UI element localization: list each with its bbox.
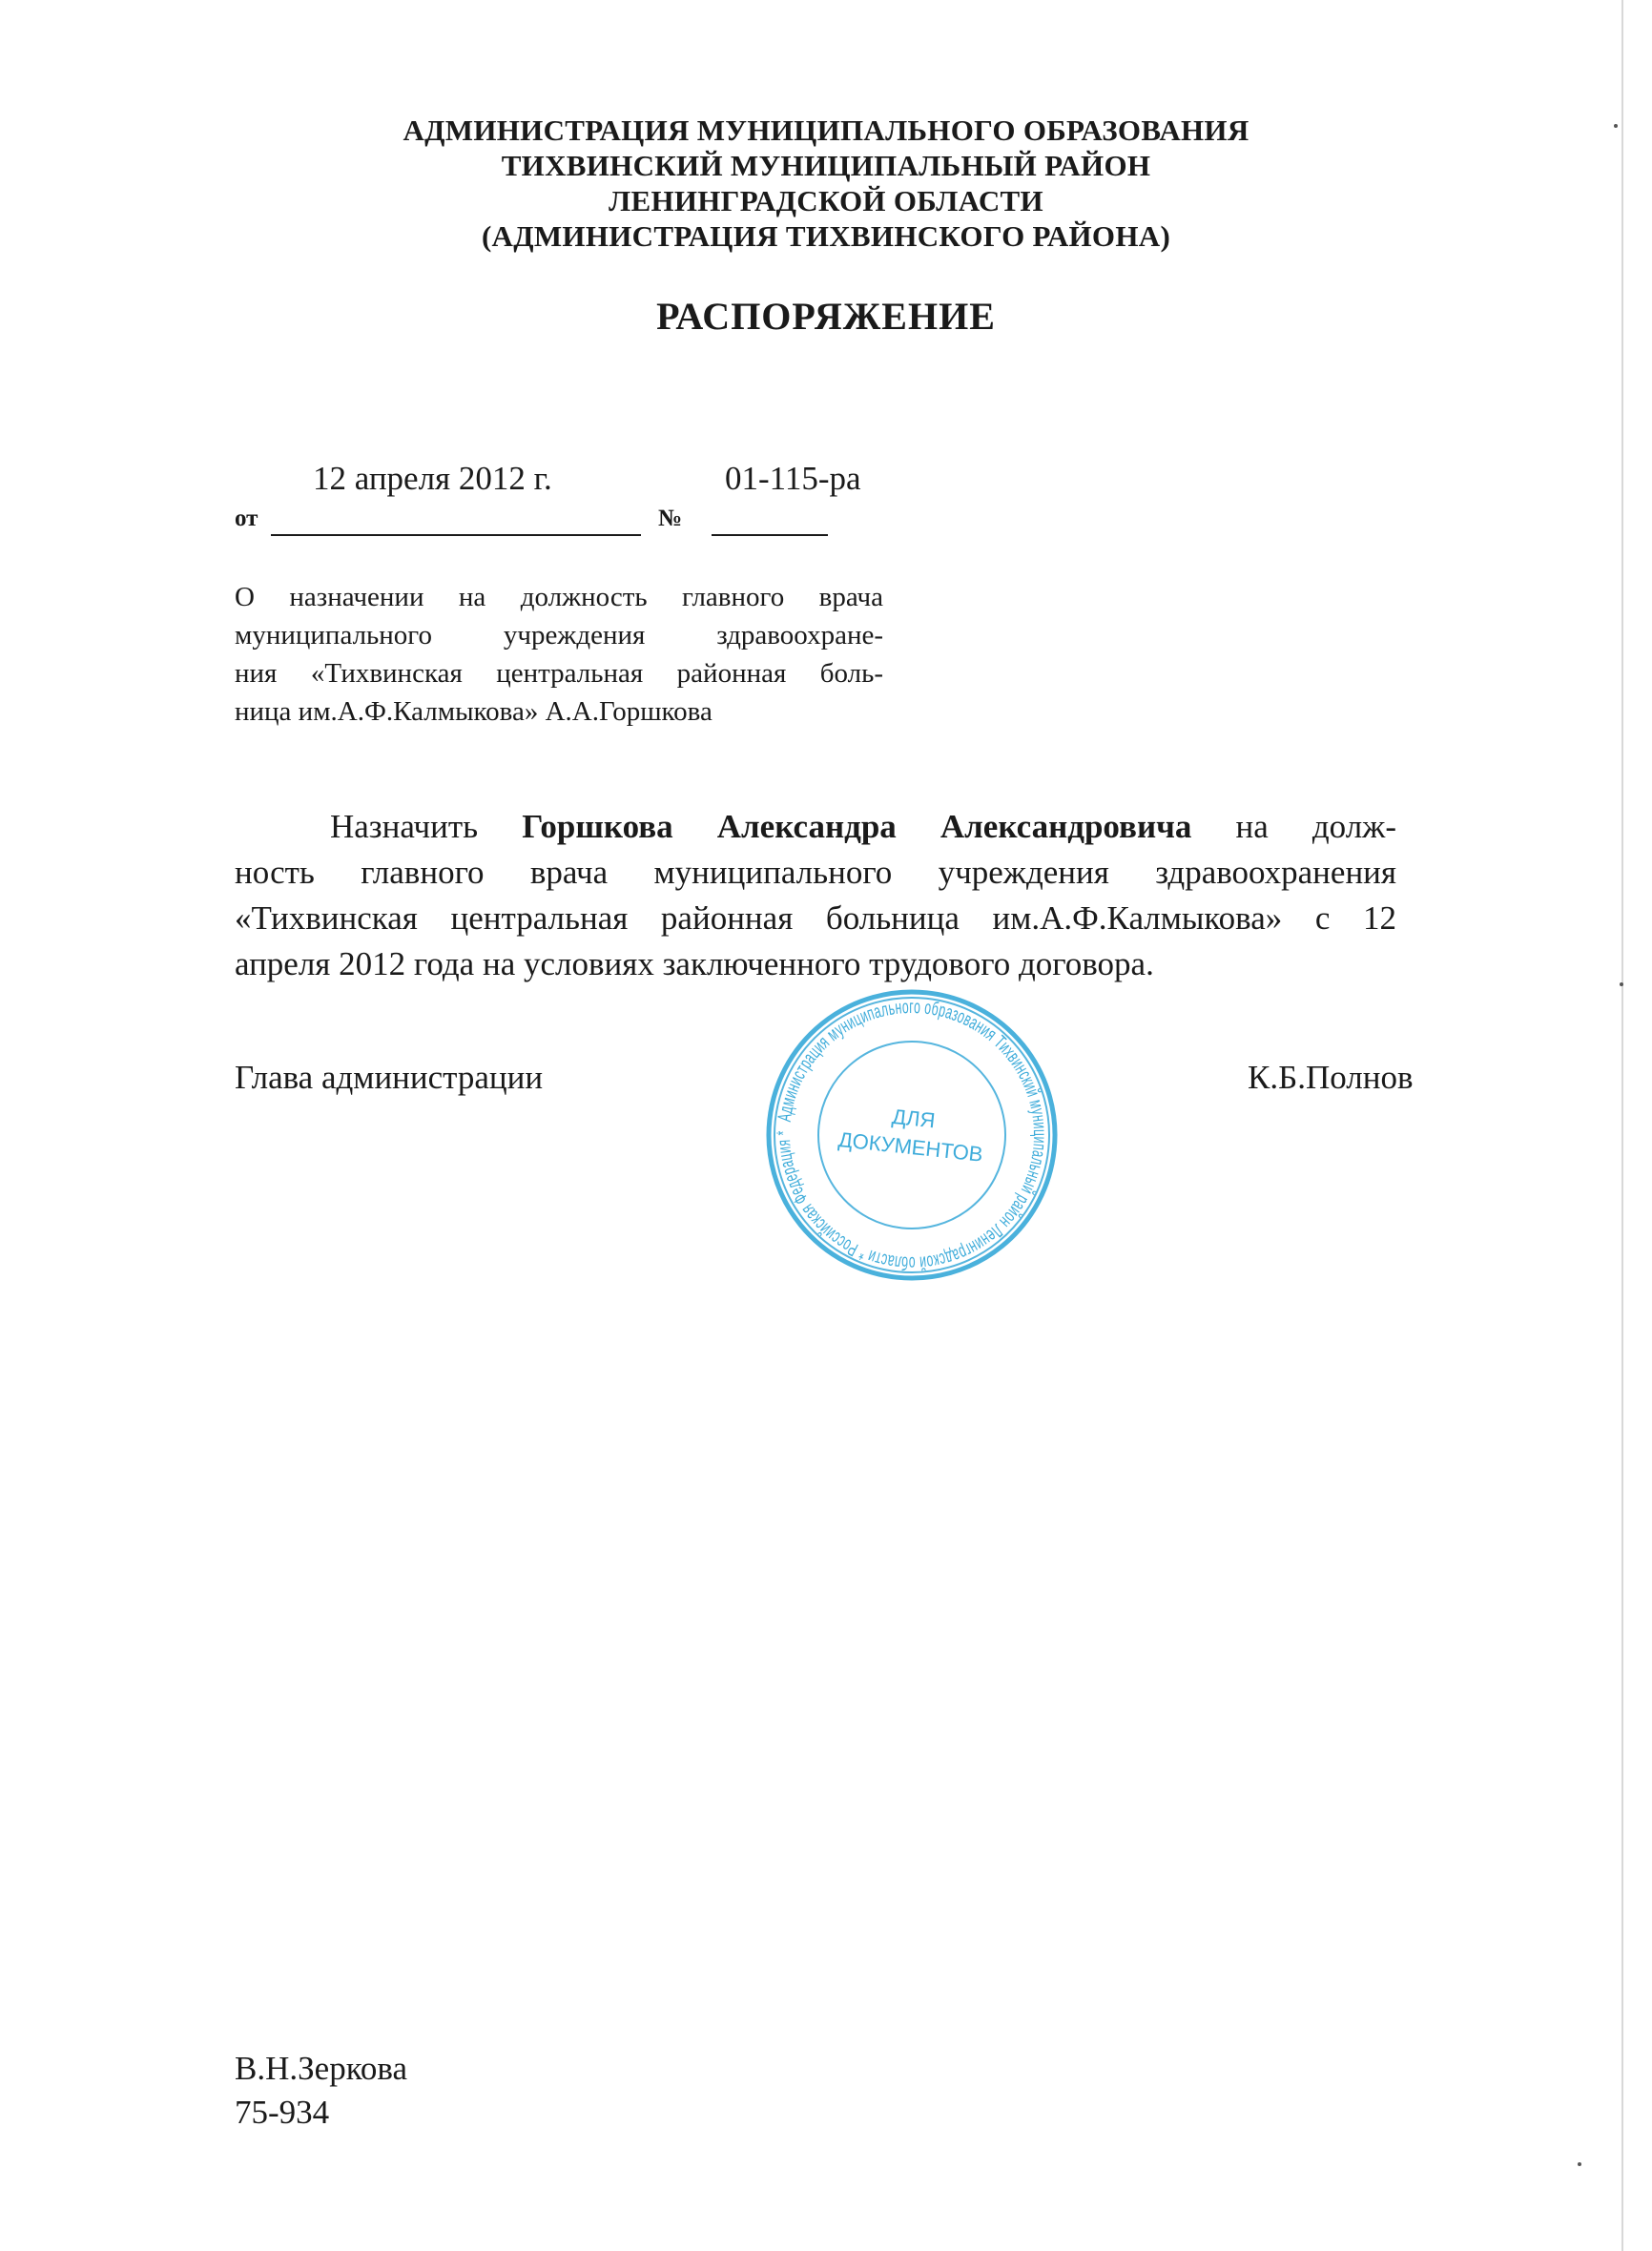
subject-line: ния «Тихвинская центральная районная боль- xyxy=(235,658,883,689)
executor-phone: 75-934 xyxy=(235,2094,330,2131)
order-body xyxy=(235,804,1396,987)
number-underline xyxy=(712,534,828,536)
body-line: апреля 2012 года на условиях заключенного трудового договора. xyxy=(235,945,1154,982)
organization-header xyxy=(0,113,1652,254)
official-stamp xyxy=(744,967,1080,1303)
header-line: (АДМИНИСТРАЦИЯ ТИХВИНСКОГО РАЙОНА) xyxy=(481,219,1171,253)
signatory-name: К.Б.Полнов xyxy=(1248,1059,1414,1096)
date-underline xyxy=(271,534,641,536)
stamp-graphic xyxy=(744,967,1080,1303)
body-verb: Назначить xyxy=(330,808,479,845)
signatory-position: Глава администрации xyxy=(235,1059,544,1096)
subject-line: муниципального учреждения здравоохране- xyxy=(235,620,883,651)
appointee-name: Горшкова Александра Александровича xyxy=(522,808,1192,845)
date-prefix: от xyxy=(235,506,258,531)
executor-info xyxy=(235,2047,407,2135)
body-line: «Тихвинская центральная районная больница им.А.Ф.Калмыкова» с 12 xyxy=(235,899,1396,937)
subject-line: О назначении на должность главного врача xyxy=(235,582,883,612)
document-title: РАСПОРЯЖЕНИЕ xyxy=(656,295,996,338)
document-number: 01-115-ра xyxy=(725,460,861,497)
stamp-outer-text: Администрация муниципального образования Тихвинский муниципальный район Ленинградской области * Российская Федерация * xyxy=(773,996,1051,1274)
document-subject xyxy=(235,578,883,731)
stamp-center-line1: ДЛЯ xyxy=(891,1104,937,1133)
body-line: ность главного врача муниципального учреждения здравоохранения xyxy=(235,854,1396,891)
document-date: 12 апреля 2012 г. xyxy=(313,460,552,497)
stamp-center-line2: ДОКУМЕНТОВ xyxy=(836,1127,984,1167)
number-prefix: № xyxy=(658,506,683,531)
header-line: ТИХВИНСКИЙ МУНИЦИПАЛЬНЫЙ РАЙОН xyxy=(501,149,1151,182)
subject-line: ница им.А.Ф.Калмыкова» А.А.Горшкова xyxy=(235,696,712,727)
body-line xyxy=(235,804,1396,850)
scan-speck xyxy=(1578,2162,1581,2166)
header-line: АДМИНИСТРАЦИЯ МУНИЦИПАЛЬНОГО ОБРАЗОВАНИЯ xyxy=(403,114,1249,147)
body-line-end: на долж- xyxy=(1235,808,1397,845)
scan-speck xyxy=(1620,982,1623,986)
header-line: ЛЕНИНГРАДСКОЙ ОБЛАСТИ xyxy=(609,184,1043,217)
executor-name: В.Н.Зеркова xyxy=(235,2050,408,2087)
